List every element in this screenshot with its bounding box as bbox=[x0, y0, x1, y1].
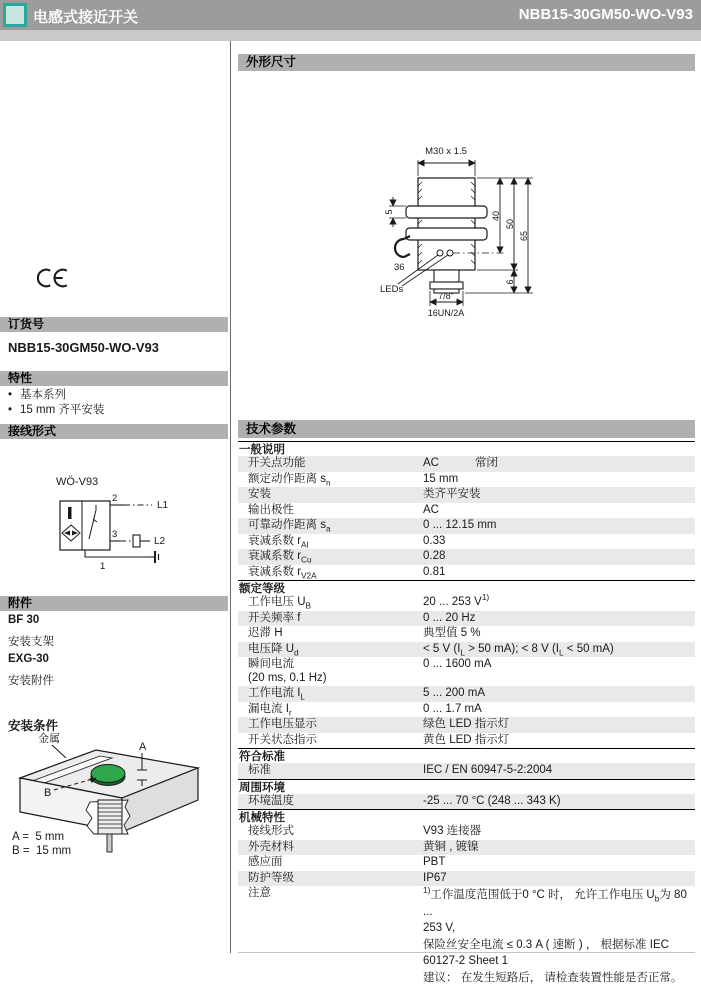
accessory-name: EXG-30 bbox=[8, 653, 49, 665]
header-substrip bbox=[0, 30, 701, 41]
section-bar-order-number: 订货号 bbox=[0, 317, 228, 332]
tech-row-value: PBT bbox=[423, 856, 446, 868]
order-product-code: NBB15-30GM50-WO-V93 bbox=[8, 340, 159, 355]
tech-row-value: 0 ... 20 Hz bbox=[423, 611, 476, 624]
dim-b-letter: B bbox=[44, 787, 52, 799]
ground-symbol-icon bbox=[150, 551, 159, 563]
load-symbol bbox=[133, 535, 140, 547]
tech-row bbox=[238, 840, 695, 856]
tech-section-header: 一般说明 bbox=[238, 441, 695, 456]
tech-row-label: 工作电流 $I_L$ bbox=[248, 687, 305, 702]
line-l2-label: L2 bbox=[154, 536, 166, 547]
tech-row bbox=[238, 871, 695, 887]
tech-row-value: AC 常闭 bbox=[423, 457, 498, 469]
tech-row-value: 典型值 5 % bbox=[423, 627, 481, 639]
hex-nut bbox=[406, 228, 487, 240]
tech-row-value: 0.33 bbox=[423, 534, 446, 547]
wiring-diagram bbox=[0, 455, 228, 573]
tech-row bbox=[238, 763, 695, 779]
tech-row bbox=[238, 611, 695, 627]
dim-65-label: 65 bbox=[519, 230, 529, 242]
feature-item: • 15 mm 齐平安装 bbox=[6, 403, 104, 418]
tech-row bbox=[238, 565, 695, 581]
tech-row-value: IEC / EN 60947-5-2:2004 bbox=[423, 764, 553, 776]
tech-row-label: 瞬间电流 (20 ms, 0.1 Hz) bbox=[248, 658, 327, 684]
tech-row bbox=[238, 456, 695, 472]
connector-thread-label: 16UN/2A bbox=[427, 308, 465, 318]
tech-row-label: 开关频率 f bbox=[248, 611, 301, 624]
tech-row-value: 0 ... 1.7 mA bbox=[423, 702, 482, 715]
tech-row bbox=[238, 686, 695, 702]
accessory-desc: 安装支架 bbox=[8, 636, 54, 648]
tech-row-label: 安装 bbox=[248, 488, 271, 500]
line-l1-label: L1 bbox=[157, 500, 169, 511]
tech-row-value: 20 ... 253 $V^{1)}$ bbox=[423, 593, 490, 608]
sensor-face bbox=[91, 765, 125, 783]
tech-row bbox=[238, 518, 695, 534]
mounting-conditions-title: 安装条件 bbox=[8, 719, 59, 733]
tech-row-label: 环境温度 bbox=[248, 794, 294, 807]
tech-section-header: 符合标准 bbox=[238, 748, 695, 763]
section-bar-technical-data: 技术参数 bbox=[238, 420, 695, 438]
tech-row-value: 0.81 bbox=[423, 565, 446, 578]
tech-row-label: 输出极性 bbox=[248, 503, 294, 516]
sensor-thread bbox=[98, 800, 122, 852]
tech-row bbox=[238, 717, 695, 733]
tech-row-label: 迟滞 H bbox=[248, 627, 283, 639]
tech-row-label: 感应面 bbox=[248, 856, 283, 868]
tech-row-value: 0 ... 1600 mA bbox=[423, 658, 492, 670]
tech-row bbox=[238, 503, 695, 519]
tech-row-value: 类齐平安装 bbox=[423, 488, 481, 500]
tech-section-header: 机械特性 bbox=[238, 809, 695, 824]
tech-row-label: 开关点功能 bbox=[248, 457, 306, 469]
tech-row bbox=[238, 855, 695, 871]
leds-label: LEDs bbox=[380, 284, 404, 295]
brand-logo bbox=[3, 3, 27, 27]
dim-6-label: 6 bbox=[505, 279, 515, 285]
tech-row-value: IP67 bbox=[423, 871, 447, 884]
section-bar-connection-type: 接线形式 bbox=[0, 424, 228, 439]
tech-row-value: $^{1)}$工作温度范围低于0 °C 时， 允许工作电压 $U_b$为 80 ... 253 V, 保险丝安全电流 ≤ 0.3 A ( 速断 ) ， 根据标准 IEC 60127-2 Sheet 1 建议： 在发生短路后， 请检查装置性能是否正常。 bbox=[423, 886, 687, 984]
terminal-1-label: 1 bbox=[100, 561, 106, 572]
tech-row-label: 工作电压显示 bbox=[248, 718, 317, 730]
wrench-icon bbox=[395, 239, 404, 257]
tech-row-label: 工作电压 $U_B$ bbox=[248, 596, 312, 611]
tech-row-label: 衰减系数 $r_{Al}$ bbox=[248, 534, 309, 549]
tech-row-label: 防护等级 bbox=[248, 871, 294, 884]
tech-row bbox=[238, 534, 695, 550]
tech-row-label: 电压降 $U_d$ bbox=[248, 642, 299, 657]
dim-5-label: 5 bbox=[384, 209, 394, 215]
tech-row-label: 衰减系数 $r_{V2A}$ bbox=[248, 565, 317, 580]
tech-row-value: 绿色 LED 指示灯 bbox=[423, 718, 510, 730]
accessory-name: BF 30 bbox=[8, 614, 40, 626]
tech-row bbox=[238, 595, 695, 611]
page-title: 电感式接近开关 bbox=[33, 9, 139, 26]
mounting-dim-b: B = 15 mm bbox=[12, 845, 72, 857]
dim-a-letter: A bbox=[139, 741, 147, 753]
current-symbol-icon bbox=[68, 507, 72, 519]
tech-row-label: 标准 bbox=[248, 764, 271, 776]
tech-row-label: 接线形式 bbox=[248, 825, 294, 837]
tech-row-value: 黄色 LED 指示灯 bbox=[423, 733, 510, 746]
sensor-pin bbox=[107, 834, 112, 852]
section-bar-features: 特性 bbox=[0, 371, 228, 386]
wiring-diagram-label: WÖ-V93 bbox=[56, 476, 99, 488]
top-header-bar bbox=[0, 0, 701, 30]
tech-row-label: 可靠动作距离 $s_a$ bbox=[248, 519, 331, 534]
section-bar-dimensions: 外形尺寸 bbox=[238, 54, 695, 71]
column-divider bbox=[230, 41, 231, 953]
mounting-dim-a: A = 5 mm bbox=[12, 831, 65, 843]
metal-label: 金属 bbox=[38, 733, 60, 745]
feature-item: • 基本系列 bbox=[6, 388, 104, 403]
ce-mark-icon bbox=[35, 266, 71, 290]
tech-row bbox=[238, 549, 695, 565]
connector bbox=[430, 270, 463, 293]
tech-row-value: 0 ... 12.15 mm bbox=[423, 519, 497, 531]
tech-row bbox=[238, 487, 695, 503]
tech-row bbox=[238, 626, 695, 642]
product-code-header: NBB15-30GM50-WO-V93 bbox=[518, 6, 693, 23]
terminal-3-label: 3 bbox=[112, 529, 118, 540]
dim-50-label: 50 bbox=[505, 218, 515, 230]
tech-row-value: -25 ... 70 °C (248 ... 343 K) bbox=[423, 794, 561, 807]
tech-row-value: 15 mm bbox=[423, 472, 459, 485]
terminal-2-label: 2 bbox=[112, 493, 118, 504]
tech-row-label: 额定动作距离 $s_n$ bbox=[248, 472, 331, 487]
tech-row-label: 注意 bbox=[248, 887, 271, 899]
tech-row-value: < 5 V ($I_L > 50$ mA); < 8 V ($I_L < 50$ mA) bbox=[423, 642, 614, 657]
tech-row bbox=[238, 472, 695, 488]
hex-nut bbox=[406, 206, 487, 218]
connector-size-label: 7/8" bbox=[438, 291, 454, 301]
tech-row-value: AC bbox=[423, 503, 439, 516]
feature-list bbox=[6, 388, 104, 418]
tech-row-value: V93 连接器 bbox=[423, 825, 482, 837]
tech-section-header: 额定等级 bbox=[238, 580, 695, 595]
tech-table bbox=[238, 441, 695, 987]
table-bottom-rule bbox=[238, 952, 695, 953]
wrench-size-label: 36 bbox=[394, 262, 405, 273]
tech-row bbox=[238, 702, 695, 718]
section-bar-accessories: 附件 bbox=[0, 596, 228, 611]
tech-row bbox=[238, 642, 695, 658]
tech-row-label: 漏电流 $I_r$ bbox=[248, 702, 292, 717]
dimensional-drawing bbox=[368, 136, 603, 326]
dim-40-label: 40 bbox=[491, 210, 501, 222]
tech-row bbox=[238, 886, 695, 987]
tech-section-header: 周围环境 bbox=[238, 779, 695, 794]
tech-row bbox=[238, 824, 695, 840]
tech-row bbox=[238, 794, 695, 810]
tech-row bbox=[238, 657, 695, 686]
tech-row-label: 开关状态指示 bbox=[248, 733, 317, 746]
accessory-desc: 安装附件 bbox=[8, 675, 54, 687]
tech-row-label: 外壳材料 bbox=[248, 840, 294, 853]
tech-row-value: 5 ... 200 mA bbox=[423, 687, 486, 699]
diamond-symbol-icon bbox=[62, 525, 80, 541]
tech-row bbox=[238, 733, 695, 749]
tech-row-label: 衰减系数 $r_{Cu}$ bbox=[248, 550, 312, 565]
thread-spec-label: M30 x 1.5 bbox=[425, 146, 467, 157]
tech-row-value: 黄铜 , 镀镍 bbox=[423, 840, 479, 853]
tech-row-value: 0.28 bbox=[423, 550, 446, 562]
